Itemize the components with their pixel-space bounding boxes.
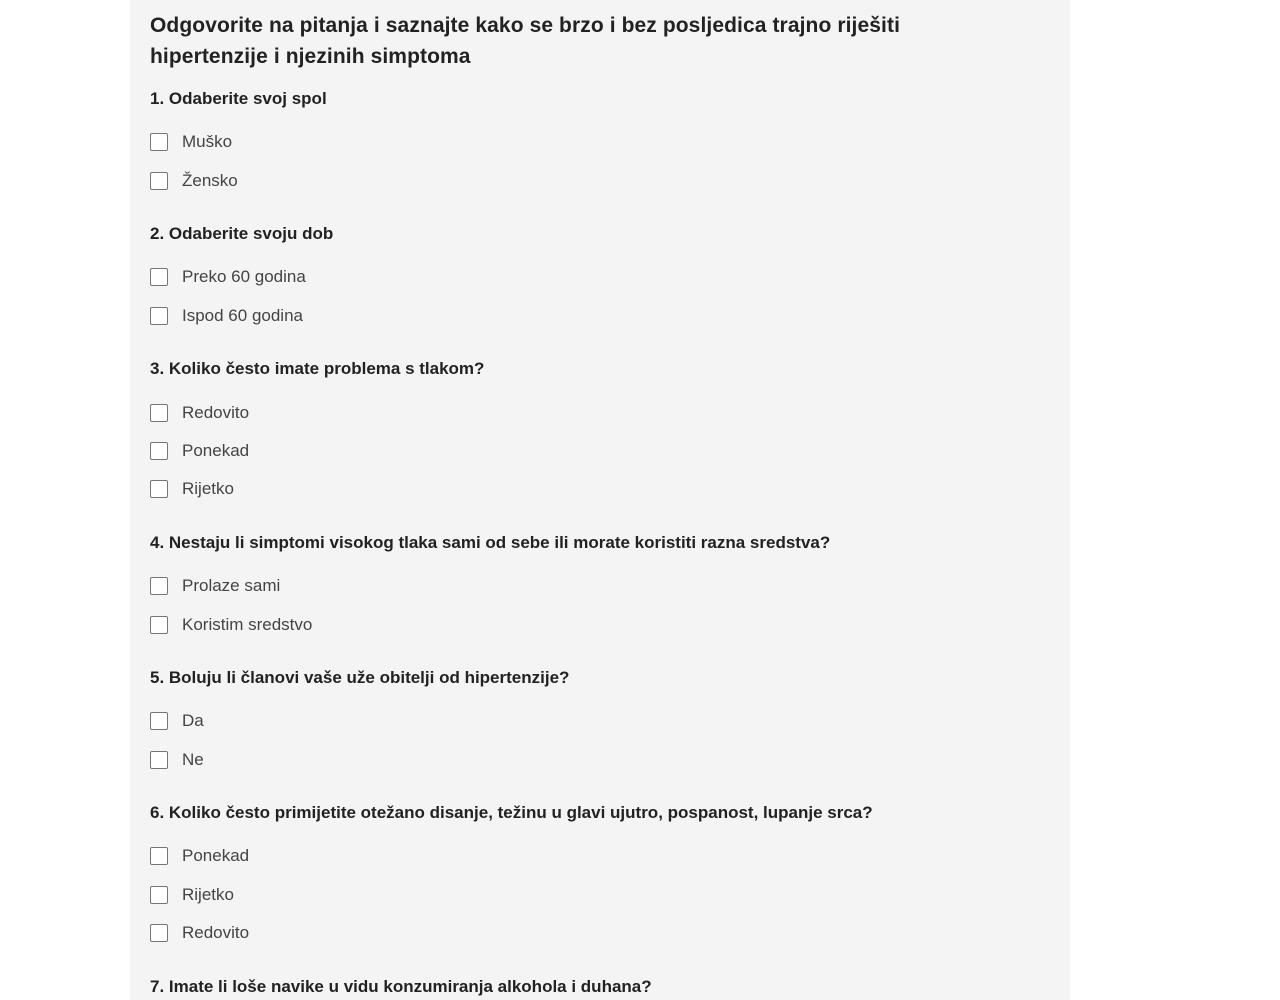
option-musko[interactable] — [150, 132, 1050, 152]
survey-panel — [130, 0, 1070, 1000]
survey-title — [150, 10, 1050, 72]
question-7 — [150, 977, 1050, 997]
option-q3-ponekad-label: Ponekad — [182, 441, 250, 460]
question-3-title: 3. Koliko često imate problema s tlakom? — [150, 359, 485, 378]
option-da[interactable] — [150, 711, 1050, 731]
option-q6-ponekad-checkbox[interactable] — [150, 847, 168, 865]
option-zensko-checkbox[interactable] — [150, 172, 168, 190]
question-3 — [150, 359, 1050, 499]
option-koristim-sredstvo-label: Koristim sredstvo — [182, 615, 313, 634]
option-q6-rijetko-label: Rijetko — [182, 885, 234, 904]
option-q3-redovito[interactable] — [150, 403, 1050, 423]
option-koristim-sredstvo[interactable] — [150, 615, 1050, 635]
option-prolaze-sami[interactable] — [150, 576, 1050, 596]
question-2-title: 2. Odaberite svoju dob — [150, 224, 334, 243]
option-ispod-60[interactable] — [150, 306, 1050, 326]
option-prolaze-sami-checkbox[interactable] — [150, 577, 168, 595]
option-q3-redovito-checkbox[interactable] — [150, 404, 168, 422]
option-preko-60[interactable] — [150, 267, 1050, 287]
question-6-title: 6. Koliko često primijetite otežano disanje, težinu u glavi ujutro, pospanost, lupanje srca? — [150, 803, 873, 822]
question-1 — [150, 89, 1050, 191]
option-q6-ponekad[interactable] — [150, 846, 1050, 866]
question-7-title: 7. Imate li loše navike u vidu konzumiranja alkohola i duhana? — [150, 977, 652, 996]
option-zensko-label: Žensko — [182, 171, 238, 190]
option-q3-rijetko[interactable] — [150, 479, 1050, 499]
survey-title-line1: Odgovorite na pitanja i saznajte kako se brzo i bez posljedica trajno riješiti — [150, 14, 900, 37]
option-ispod-60-label: Ispod 60 godina — [182, 306, 303, 325]
option-q3-rijetko-label: Rijetko — [182, 479, 234, 498]
question-4-title: 4. Nestaju li simptomi visokog tlaka sami od sebe ili morate koristiti razna sredstva? — [150, 533, 831, 552]
option-prolaze-sami-label: Prolaze sami — [182, 576, 281, 595]
option-preko-60-label: Preko 60 godina — [182, 267, 306, 286]
option-q6-redovito-label: Redovito — [182, 923, 250, 942]
option-q3-redovito-label: Redovito — [182, 403, 250, 422]
option-ne[interactable] — [150, 750, 1050, 770]
option-q6-redovito[interactable] — [150, 923, 1050, 943]
option-q3-ponekad[interactable] — [150, 441, 1050, 461]
question-5-title: 5. Boluju li članovi vaše uže obitelji od hipertenzije? — [150, 668, 570, 687]
question-1-title: 1. Odaberite svoj spol — [150, 89, 327, 108]
question-2 — [150, 224, 1050, 326]
option-zensko[interactable] — [150, 171, 1050, 191]
option-musko-checkbox[interactable] — [150, 133, 168, 151]
option-da-checkbox[interactable] — [150, 712, 168, 730]
option-q6-ponekad-label: Ponekad — [182, 846, 250, 865]
option-q6-rijetko[interactable] — [150, 885, 1050, 905]
option-koristim-sredstvo-checkbox[interactable] — [150, 616, 168, 634]
question-6 — [150, 803, 1050, 943]
option-da-label: Da — [182, 711, 204, 730]
option-musko-label: Muško — [182, 132, 233, 151]
question-4 — [150, 533, 1050, 635]
option-ispod-60-checkbox[interactable] — [150, 307, 168, 325]
option-ne-label: Ne — [182, 750, 204, 769]
option-preko-60-checkbox[interactable] — [150, 268, 168, 286]
option-ne-checkbox[interactable] — [150, 751, 168, 769]
question-5 — [150, 668, 1050, 770]
option-q3-rijetko-checkbox[interactable] — [150, 480, 168, 498]
option-q6-redovito-checkbox[interactable] — [150, 924, 168, 942]
option-q6-rijetko-checkbox[interactable] — [150, 886, 168, 904]
survey-title-line2: hipertenzije i njezinih simptoma — [150, 45, 471, 68]
option-q3-ponekad-checkbox[interactable] — [150, 442, 168, 460]
